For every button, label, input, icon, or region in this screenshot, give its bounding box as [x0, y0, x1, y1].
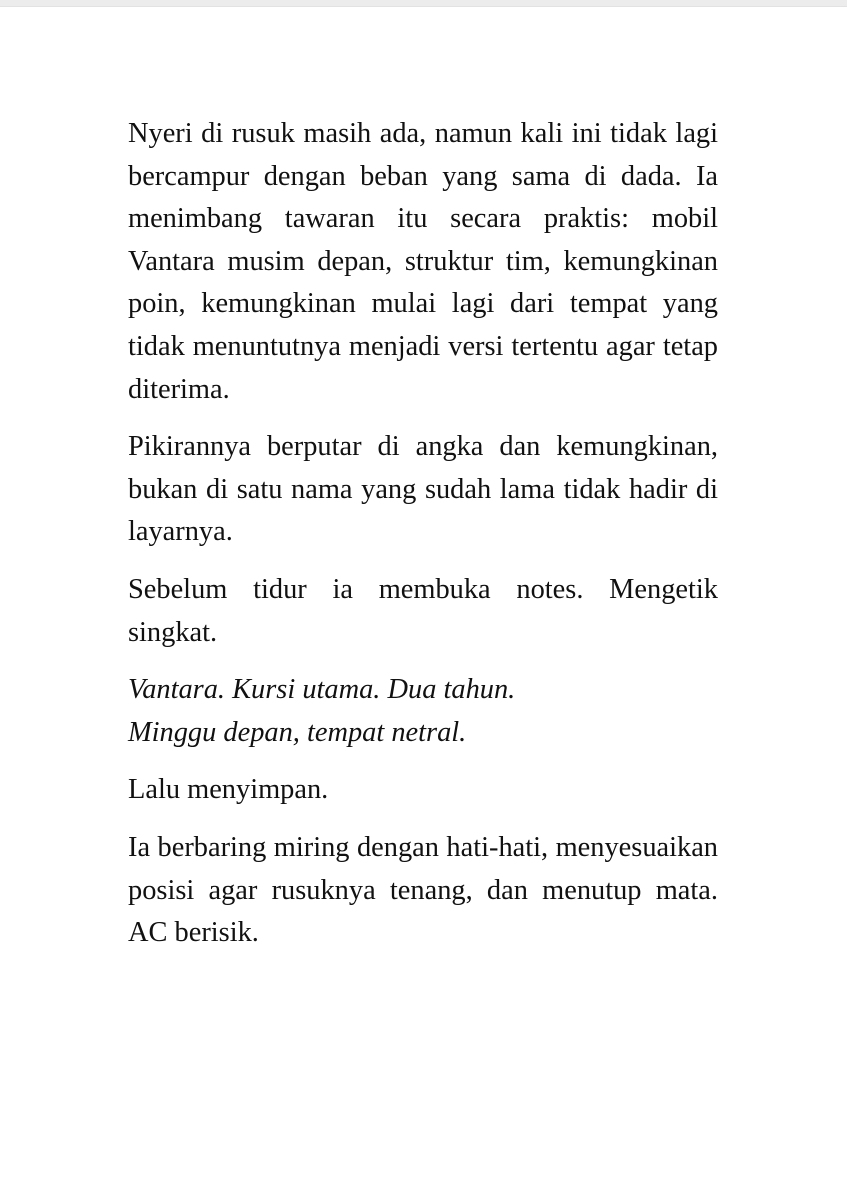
- paragraph-2: Pikirannya berputar di angka dan kemungkinan, bukan di satu nama yang sudah lama tidak hadir di layarnya.: [128, 431, 718, 548]
- note-line-2: Minggu depan, tempat netral.: [128, 716, 467, 748]
- note-block: [128, 669, 718, 754]
- paragraph-4: Lalu menyimpan.: [128, 774, 329, 806]
- top-edge-strip: [0, 0, 847, 7]
- paragraph-5: Ia berbaring miring dengan hati-hati, menyesuaikan posisi agar rusuknya tenang, dan menutup mata. AC berisik.: [128, 831, 718, 949]
- page-body: [128, 113, 718, 970]
- paragraph-1: Nyeri di rusuk masih ada, namun kali ini tidak lagi bercampur dengan beban yang sama di dada. Ia menimbang tawaran itu secara praktis: mobil Vantara musim depan, struktur tim, kemungkinan poin, kemungkinan mulai lagi dari tempat yang tidak menuntutnya menjadi versi tertentu agar tetap diterima.: [128, 118, 718, 405]
- paragraph-3: Sebelum tidur ia membuka notes. Mengetik singkat.: [128, 573, 718, 648]
- note-line-1: Vantara. Kursi utama. Dua tahun.: [128, 674, 516, 706]
